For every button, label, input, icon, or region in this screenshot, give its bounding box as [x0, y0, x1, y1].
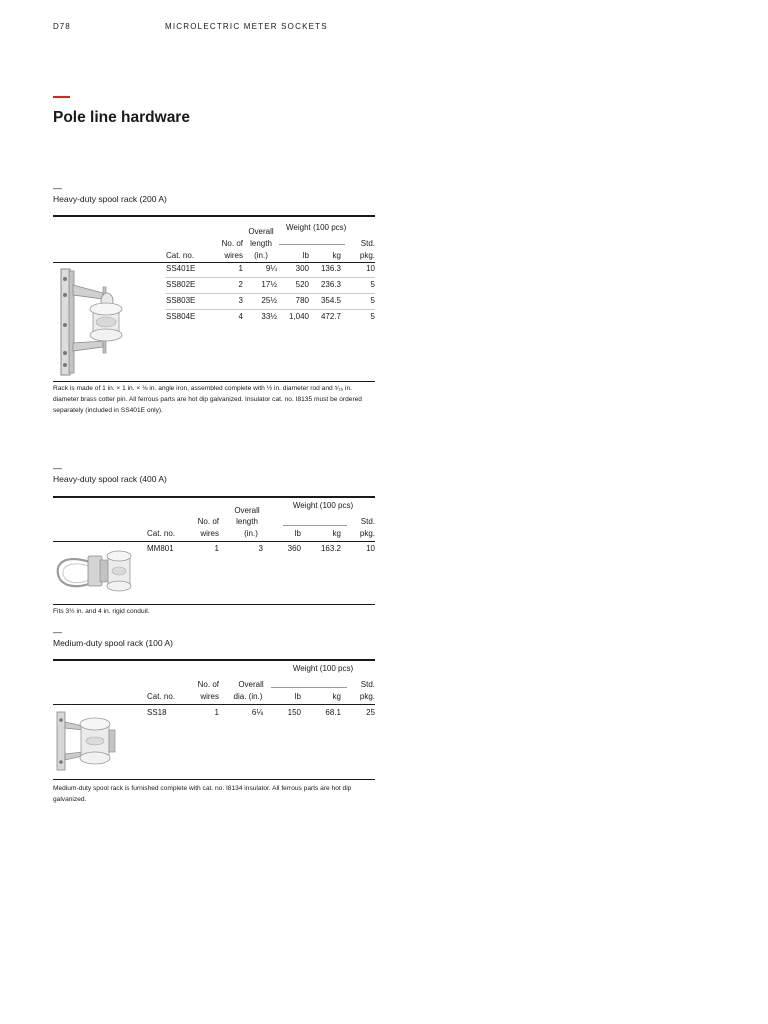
header-wires: wires — [200, 692, 219, 701]
header-overall: Overall — [248, 227, 274, 236]
header-lb: lb — [294, 529, 301, 538]
cell-length: 3 — [258, 544, 263, 553]
note-100a: Medium-duty spool rack is furnished complete with cat. no. I8134 insulator. All ferrous parts are hot dip galvanized. — [53, 785, 352, 803]
header-lb: lb — [302, 251, 309, 260]
header-no-of: No. of — [221, 239, 243, 248]
header-lb: lb — [294, 692, 301, 701]
section-heading-400a — [53, 464, 375, 485]
cell-wires: 1 — [214, 544, 219, 553]
header-cat-no: Cat. no. — [166, 251, 195, 260]
header-in: (in.) — [254, 251, 268, 260]
cell-pkg: 5 — [370, 312, 375, 321]
cell-length: 9¼ — [265, 264, 277, 273]
header-kg: kg — [332, 692, 341, 701]
cell-wires: 1 — [238, 264, 243, 273]
header-length: length — [236, 517, 258, 526]
note-400a: Fits 3½ in. and 4 in. rigid conduit. — [53, 608, 150, 615]
header-pkg: pkg. — [359, 529, 375, 538]
header-length: length — [250, 239, 272, 248]
header-no-of: No. of — [197, 680, 219, 689]
accent-bar — [53, 96, 70, 98]
cell-kg: 472.7 — [320, 312, 341, 321]
cell-pkg: 10 — [366, 544, 375, 553]
cell-lb: 1,040 — [288, 312, 309, 321]
header-std: Std. — [360, 239, 375, 248]
header-pkg: pkg. — [359, 692, 375, 701]
cell-kg: 354.5 — [320, 296, 341, 305]
cell-cat: SS802E — [166, 280, 196, 289]
cell-wires: 2 — [238, 280, 243, 289]
cell-length: 6⅛ — [251, 708, 263, 717]
cell-cat: MM801 — [147, 544, 174, 553]
header-cat-no: Cat. no. — [147, 529, 176, 538]
section-name: MICROLECTRIC METER SOCKETS — [165, 22, 328, 31]
header-dia: dia. (in.) — [233, 692, 263, 701]
cell-kg: 136.3 — [320, 264, 341, 273]
header-weight: Weight (100 pcs) — [292, 664, 354, 673]
header-pkg: pkg. — [359, 251, 375, 260]
header-std: Std. — [360, 680, 375, 689]
section-dash: — — [53, 627, 62, 637]
section-heading-200a — [53, 184, 375, 205]
cell-kg: 68.1 — [325, 708, 341, 717]
note-200a: Rack is made of 1 in. × 1 in. × ⅛ in. angle iron, assembled complete with ½ in. diameter rod and ⁵⁄₁₆ in. diameter brass cotter pin. All ferrous parts are hot dip galvanized. Insulator cat. no. I8135 must be ordered separately (included in SS401E only). — [53, 385, 362, 414]
header-kg: kg — [332, 251, 341, 260]
cell-lb: 520 — [295, 280, 309, 289]
section-heading-100a — [53, 628, 375, 649]
cell-cat: SS18 — [147, 708, 167, 717]
cell-pkg: 10 — [366, 264, 375, 273]
section-title: Heavy-duty spool rack (200 A) — [53, 194, 167, 204]
cell-lb: 780 — [295, 296, 309, 305]
cell-cat: SS803E — [166, 296, 196, 305]
cell-lb: 300 — [295, 264, 309, 273]
cell-lb: 360 — [287, 544, 301, 553]
header-std: Std. — [360, 517, 375, 526]
header-weight: Weight (100 pcs) — [292, 501, 354, 510]
page-number: D78 — [53, 22, 71, 31]
cell-wires: 1 — [214, 708, 219, 717]
cell-length: 25½ — [261, 296, 277, 305]
cell-length: 33½ — [261, 312, 277, 321]
header-weight: Weight (100 pcs) — [286, 223, 347, 232]
cell-lb: 150 — [287, 708, 301, 717]
cell-kg: 163.2 — [320, 544, 341, 553]
spool-rack-100a-image — [53, 708, 119, 774]
page-title: Pole line hardware — [53, 109, 190, 126]
header-wires: wires — [200, 529, 219, 538]
header-in: (in.) — [244, 529, 258, 538]
section-dash: — — [53, 463, 62, 473]
header-no-of: No. of — [197, 517, 219, 526]
header-overall: Overall — [238, 680, 264, 689]
section-dash: — — [53, 183, 62, 193]
cell-wires: 4 — [238, 312, 243, 321]
cell-kg: 236.3 — [320, 280, 341, 289]
cell-cat: SS804E — [166, 312, 196, 321]
header-overall: Overall — [234, 506, 260, 515]
section-title: Medium-duty spool rack (100 A) — [53, 638, 173, 648]
section-title: Heavy-duty spool rack (400 A) — [53, 474, 167, 484]
spool-rack-400a-image — [54, 546, 138, 596]
cell-pkg: 25 — [366, 708, 375, 717]
header-kg: kg — [332, 529, 341, 538]
cell-pkg: 5 — [370, 280, 375, 289]
header-cat-no: Cat. no. — [147, 692, 176, 701]
header-wires: wires — [224, 251, 243, 260]
cell-cat: SS401E — [166, 264, 196, 273]
cell-length: 17½ — [261, 280, 277, 289]
cell-wires: 3 — [238, 296, 243, 305]
spool-rack-200a-image — [55, 265, 127, 380]
cell-pkg: 5 — [370, 296, 375, 305]
